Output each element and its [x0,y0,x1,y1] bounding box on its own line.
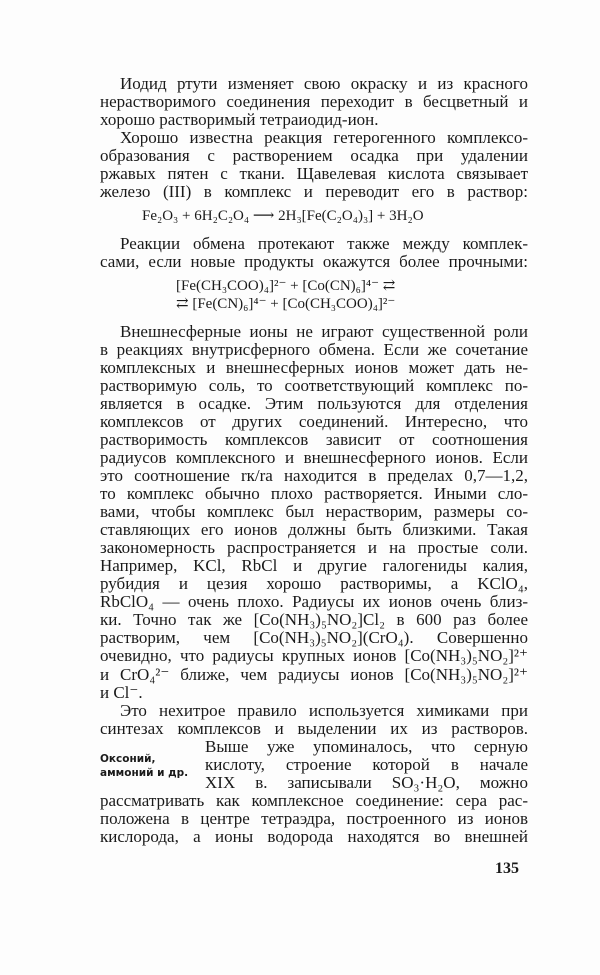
text-line: растворимость комплексов зависит от соотношения [100,430,528,449]
page-number: 135 [495,860,519,877]
text-line: в реакциях внутрисферного обмена. Если же сочетание [100,340,528,359]
text-line: Реакции обмена протекают также между комплек- [120,234,528,253]
text-line: синтезах комплексов и выделении их из растворов. [100,719,528,738]
text-line: XIX в. записывали SO₃·H₂O, можно [205,773,528,792]
text-line: комплексов от других соединений. Интересно, что [100,412,528,431]
text-line: радиусов комплексного и внешнесферного ионов. Если [100,448,528,467]
text-line: Хорошо известна реакция гетерогенного комплексо- [120,128,528,147]
text-line: ржавых пятен с ткани. Щавелевая кислота связывает [100,164,528,183]
text-line: растворим, чем [Co(NH₃)₅NO₂](CrO₄). Совершенно [100,628,528,647]
text-line: ставляющих его ионов должны быть близкими. Такая [100,520,528,539]
text-line: комплексных и внешнесферных ионов может дать не- [100,358,528,377]
text-line: RbClO₄ — очень плохо. Радиусы их ионов очень близ- [100,592,528,611]
equation: Fe₂O₃ + 6H₂C₂O₄ ⟶ 2H₃[Fe(C₂O₄)₃] + 3H₂O [142,208,424,224]
text-line: рассматривать как комплексное соединение: сера рас- [100,791,528,810]
text-line: нерастворимого соединения переходит в бесцветный и [100,92,528,111]
margin-note-line: аммоний и др. [100,767,189,779]
text-line: является в осадке. Этим пользуются для отделения [100,394,528,413]
text-line: хорошо растворимый тетраиодид-ион. [100,110,379,129]
margin-note [100,752,188,780]
text-line: и CrO₄²⁻ ближе, чем радиусы ионов [Co(NH₃)₅NO₂]²⁺ [100,665,528,684]
text-line: образования с растворением осадка при удалении [100,146,528,165]
text-line: закономерность распространяется и на простые соли. [100,538,528,557]
margin-note-line: Оксоний, [100,753,156,765]
equation: ⇄ [Fe(CN)₆]⁴⁻ + [Co(CH₃COO)₄]²⁻ [176,296,396,312]
text-line: сами, если новые продукты окажутся более прочными: [100,252,528,271]
text-line: кислорода, а ионы водорода находятся во внешней [100,827,528,846]
text-line: это соотношение rк/rа находится в пределах 0,7—1,2, [100,466,528,485]
text-line: и Cl⁻. [100,683,143,702]
text-line: рубидия и цезия хорошо растворимы, а KClO₄, [100,574,528,593]
text-line: Внешнесферные ионы не играют существенной роли [120,322,528,341]
text-line: кислоту, строение которой в начале [205,755,528,774]
text-line: то комплекс обычно плохо растворяется. Иными сло- [100,484,528,503]
text-line: Выше уже упоминалось, что серную [205,737,528,756]
text-line: положена в центре тетраэдра, построенного из ионов [100,809,528,828]
text-line: Например, KCl, RbCl и другие галогениды калия, [100,556,528,575]
text-line: очевидно, что радиусы крупных ионов [Co(NH₃)₅NO₂]²⁺ [100,646,528,665]
text-line: растворимую соль, то соответствующий комплекс по- [100,376,528,395]
text-line: Это нехитрое правило используется химиками при [120,701,528,720]
text-line: вами, чтобы комплекс был нерастворим, размеры со- [100,502,528,521]
equation: [Fe(CH₃COO)₄]²⁻ + [Co(CN)₆]⁴⁻ ⇄ [176,278,396,294]
text-line: железо (III) в комплекс и переводит его в раствор: [100,182,528,201]
text-line: ки. Точно так же [Co(NH₃)₅NO₂]Cl₂ в 600 раз более [100,610,528,629]
text-line: Иодид ртути изменяет свою окраску и из красного [120,74,528,93]
